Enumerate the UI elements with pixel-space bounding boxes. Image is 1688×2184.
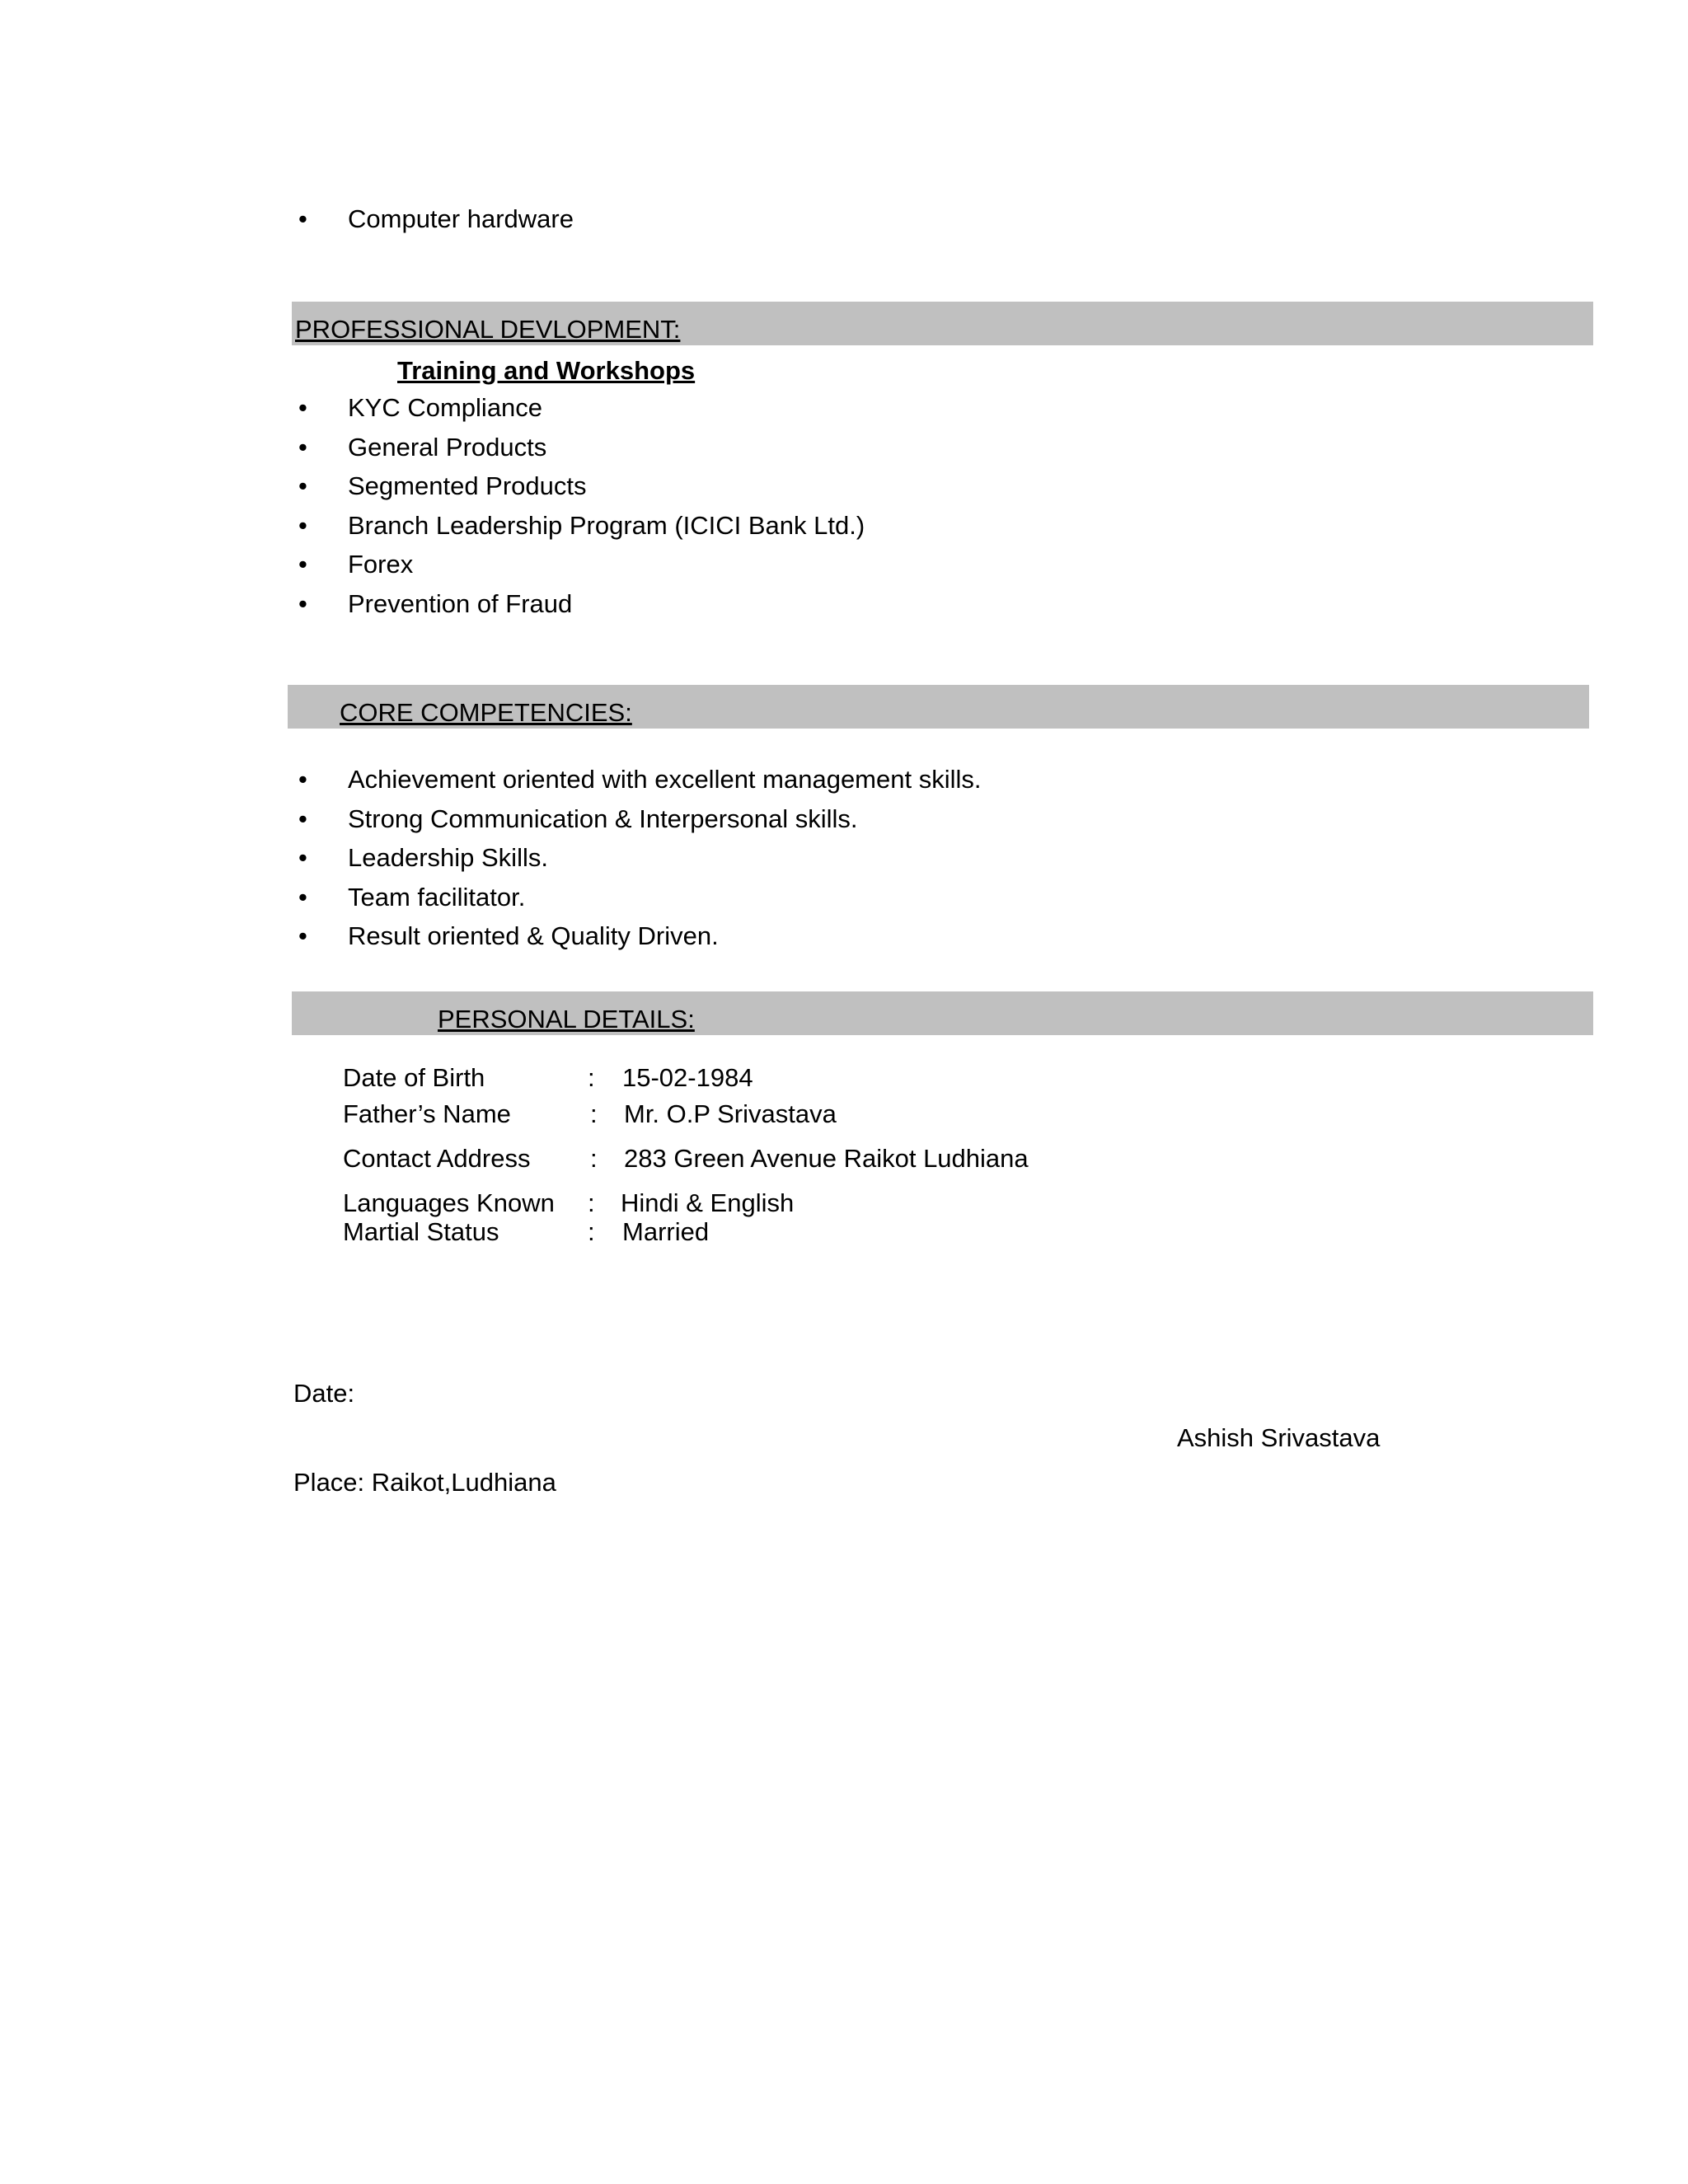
list-item: Leadership Skills. bbox=[348, 843, 548, 872]
list-item: Achievement oriented with excellent management skills. bbox=[348, 765, 982, 794]
bullet-icon: • bbox=[298, 765, 307, 794]
bullet-icon: • bbox=[298, 589, 307, 618]
list-item: Branch Leadership Program (ICICI Bank Ltd.) bbox=[348, 511, 865, 540]
detail-label: Date of Birth bbox=[343, 1063, 485, 1092]
bullet-icon: • bbox=[298, 550, 307, 579]
list-item: Segmented Products bbox=[348, 471, 587, 500]
detail-value: Mr. O.P Srivastava bbox=[624, 1099, 837, 1128]
detail-label: Contact Address bbox=[343, 1144, 531, 1173]
detail-value: Hindi & English bbox=[621, 1188, 795, 1217]
detail-value: Married bbox=[622, 1217, 710, 1246]
detail-separator: : bbox=[588, 1188, 595, 1217]
detail-value: 283 Green Avenue Raikot Ludhiana bbox=[624, 1144, 1029, 1173]
list-item: KYC Compliance bbox=[348, 393, 543, 422]
date-label: Date: bbox=[293, 1379, 355, 1408]
detail-separator: : bbox=[590, 1144, 598, 1173]
list-item: Forex bbox=[348, 550, 414, 579]
bullet-icon: • bbox=[298, 471, 307, 500]
detail-label: Languages Known bbox=[343, 1188, 555, 1217]
section-subheading: Training and Workshops bbox=[397, 356, 696, 385]
detail-label: Martial Status bbox=[343, 1217, 499, 1246]
bullet-icon: • bbox=[298, 511, 307, 540]
list-item: Team facilitator. bbox=[348, 883, 526, 912]
detail-value: 15-02-1984 bbox=[622, 1063, 753, 1092]
bullet-icon: • bbox=[298, 393, 307, 422]
bullet-icon: • bbox=[298, 433, 307, 462]
detail-separator: : bbox=[590, 1099, 598, 1128]
section-heading: PERSONAL DETAILS: bbox=[438, 1005, 695, 1033]
detail-separator: : bbox=[588, 1063, 595, 1092]
bullet-icon: • bbox=[298, 921, 307, 950]
list-item: General Products bbox=[348, 433, 547, 462]
signature-name: Ashish Srivastava bbox=[1177, 1423, 1381, 1452]
detail-separator: : bbox=[588, 1217, 595, 1246]
bullet-icon: • bbox=[298, 804, 307, 833]
bullet-icon: • bbox=[298, 204, 307, 233]
list-item: Computer hardware bbox=[348, 204, 574, 233]
detail-label: Father’s Name bbox=[343, 1099, 511, 1128]
section-heading: PROFESSIONAL DEVLOPMENT: bbox=[295, 315, 681, 344]
place-line: Place: Raikot,Ludhiana bbox=[293, 1468, 556, 1497]
section-heading: CORE COMPETENCIES: bbox=[340, 698, 632, 727]
list-item: Result oriented & Quality Driven. bbox=[348, 921, 719, 950]
bullet-icon: • bbox=[298, 843, 307, 872]
list-item: Strong Communication & Interpersonal skills. bbox=[348, 804, 858, 833]
list-item: Prevention of Fraud bbox=[348, 589, 573, 618]
bullet-icon: • bbox=[298, 883, 307, 912]
